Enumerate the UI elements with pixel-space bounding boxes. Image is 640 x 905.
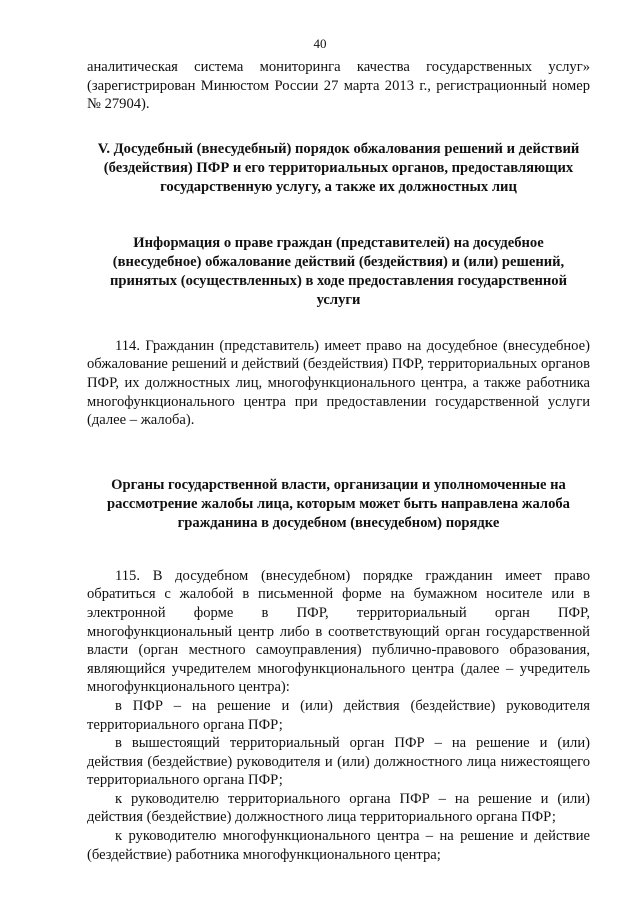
document-body <box>87 58 590 864</box>
subheading-rights: Информация о праве граждан (представителей) на досудебное (внесудебное) обжалование действий (бездействия) и (или) решений, принятых (осуществленных) в ходе предоставления государственной услуги <box>109 234 567 308</box>
list-item: в вышестоящий территориальный орган ПФР – на решение и (или) действия (бездействие) руководителя и (или) должностного лица нижестоящего территориального органа ПФР; <box>87 735 590 789</box>
page-number: 40 <box>313 36 327 51</box>
subheading-bodies: Органы государственной власти, организации и уполномоченные на рассмотрение жалобы лица, которым может быть направлена жалоба гражданина в досудебном (внесудебном) порядке <box>107 476 570 531</box>
paragraph-114: 114. Гражданин (представитель) имеет право на досудебное (внесудебное) обжалование решений и действий (бездействия) ПФР, территориальных органов ПФР, их должностных лиц, многофункционального центра, а также работника многофункционального центра при предоставлении государственной услуги (далее – жалоба). <box>87 337 590 429</box>
list-item: к руководителю многофункционального центра – на решение и действие (бездействие) работника многофункционального центра; <box>87 828 590 863</box>
intro-paragraph: аналитическая система мониторинга качества государственных услуг» (зарегистрирован Минюстом России 27 марта 2013 г., регистрационный номер № 27904). <box>87 59 590 113</box>
section-heading: V. Досудебный (внесудебный) порядок обжалования решений и действий (бездействия) ПФР и его территориальных органов, предоставляющих государственную услугу, а также их должностных лиц <box>97 140 580 195</box>
list-item: в ПФР – на решение и (или) действия (бездействие) руководителя территориального органа ПФР; <box>87 697 590 733</box>
paragraph-115: 115. В досудебном (внесудебном) порядке гражданин имеет право обратиться с жалобой в письменной форме на бумажном носителе или в электронной форме в ПФР, территориальный орган ПФР, многофункциональный центр либо в соответствующий орган государственной власти (орган местного самоуправления) публично-правового образования, являющийся учредителем многофункционального центра (далее – учредитель многофункционального центра): <box>87 567 590 696</box>
list-item: к руководителю территориального органа ПФР – на решение и (или) действия (бездействие) должностного лица территориального органа ПФР; <box>87 790 590 826</box>
